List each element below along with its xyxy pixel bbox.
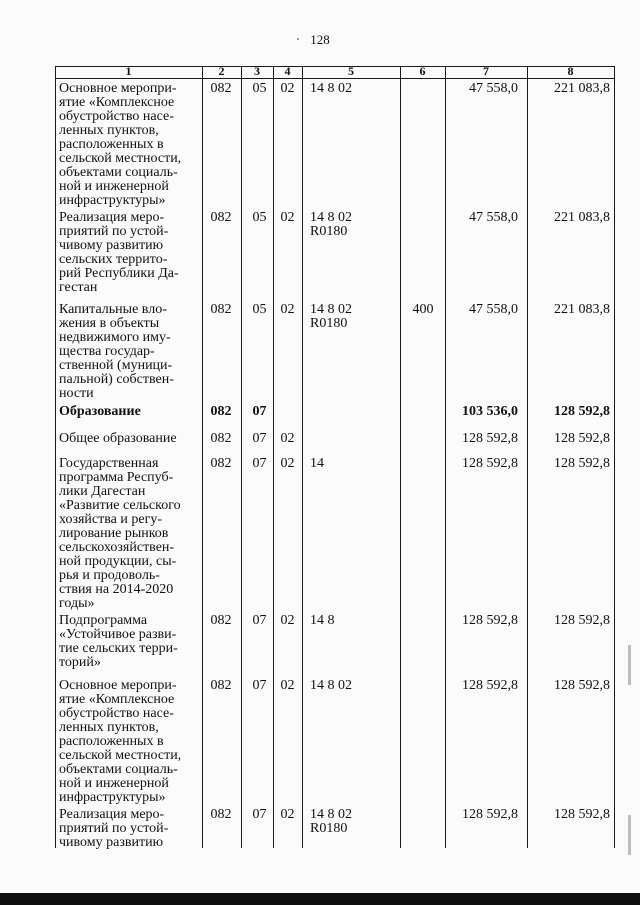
row-target-article: 14 8 02 R0180 [310,302,352,331]
row-section-code: 05 [252,302,267,317]
row-amount-col7: 47 558,0 [469,210,518,225]
column-rule [445,66,446,848]
row-section-code: 07 [252,807,267,822]
row-name: Капитальные вло- жения в объекты недвижимого иму- щества государ- ственной (муници- пальной) собствен- ности [59,302,174,401]
row-name: Реализация меро- приятий по устой- чивому развитию сельских террито- рий Республики Да- гестан [59,210,179,295]
row-amount-col7: 103 536,0 [462,404,518,419]
row-subsection-code: 02 [280,456,295,471]
row-ministry-code: 082 [210,81,232,96]
row-ministry-code: 082 [210,807,232,822]
row-subsection-code: 02 [280,807,295,822]
row-target-article: 14 8 [310,613,335,628]
row-subsection-code: 02 [280,613,295,628]
column-rule [55,66,56,848]
row-amount-col8: 221 083,8 [554,81,610,96]
scan-bottom-border [0,893,640,905]
row-subsection-code: 02 [280,678,295,693]
row-amount-col8: 128 592,8 [554,807,610,822]
column-rule [527,66,528,848]
row-section-code: 07 [252,456,267,471]
row-ministry-code: 082 [210,678,232,693]
page-number: 128 [310,32,330,47]
row-ministry-code: 082 [210,302,232,317]
column-rule [400,66,401,848]
row-section-code: 07 [252,404,267,419]
row-amount-col7: 128 592,8 [462,678,518,693]
row-name: Реализация меро- приятий по устой- чивому развитию [59,807,169,850]
scan-edge-mark [628,645,631,685]
row-name: Основное меропри- ятие «Комплексное обустройство насе- ленных пунктов, расположенных в сельской местности, объектами социаль- ной и инженерной инфраструктуры» [59,678,182,805]
row-amount-col7: 47 558,0 [469,302,518,317]
row-section-code: 07 [252,431,267,446]
row-amount-col7: 128 592,8 [462,613,518,628]
header-col-6: 6 [419,64,426,78]
row-name: Государственная программа Респуб- лики Дагестан «Развитие сельского хозяйства и регу- лирование рынков сельскохозяйствен- ной продукции, сы- рья и продоволь- ствия на 2014-2020 годы» [59,456,181,611]
row-name: Общее образование [59,431,177,446]
header-bottom-rule [55,78,614,79]
scan-edge-mark [628,815,631,855]
row-amount-col8: 128 592,8 [554,404,610,419]
header-col-1: 1 [125,64,132,78]
row-name: Образование [59,404,141,419]
header-col-5: 5 [348,64,354,78]
row-amount-col8: 128 592,8 [554,678,610,693]
row-name: Основное меропри- ятие «Комплексное обустройство насе- ленных пунктов, расположенных в сельской местности, объектами социаль- ной и инженерной инфраструктуры» [59,81,182,208]
row-target-article: 14 8 02 [310,678,352,693]
row-subsection-code: 02 [280,210,295,225]
row-amount-col8: 128 592,8 [554,456,610,471]
row-amount-col8: 128 592,8 [554,431,610,446]
header-col-3: 3 [254,64,260,78]
column-rule [202,66,203,848]
row-target-article: 14 8 02 [310,81,352,96]
row-ministry-code: 082 [210,210,232,225]
row-target-article: 14 8 02 R0180 [310,210,352,239]
row-amount-col8: 221 083,8 [554,210,610,225]
row-amount-col8: 221 083,8 [554,302,610,317]
header-col-7: 7 [483,64,489,78]
row-name: Подпрограмма «Устойчивое разви- тие сельских терри- торий» [59,613,178,670]
row-subsection-code: 02 [280,431,295,446]
header-col-8: 8 [567,64,574,78]
row-expense-type: 400 [412,302,434,317]
column-rule [241,66,242,848]
header-col-2: 2 [218,64,225,78]
header-col-4: 4 [284,64,291,78]
column-rule [302,66,303,848]
row-amount-col7: 128 592,8 [462,431,518,446]
row-section-code: 05 [252,81,267,96]
row-subsection-code: 02 [280,302,295,317]
row-ministry-code: 082 [210,456,232,471]
column-rule [614,66,615,848]
row-amount-col7: 128 592,8 [462,807,518,822]
row-target-article: 14 8 02 R0180 [310,807,352,836]
column-rule [273,66,274,848]
row-ministry-code: 082 [210,431,232,446]
row-section-code: 07 [252,613,267,628]
row-ministry-code: 082 [210,404,232,419]
row-amount-col7: 47 558,0 [469,81,518,96]
row-section-code: 05 [252,210,267,225]
row-amount-col7: 128 592,8 [462,456,518,471]
row-section-code: 07 [252,678,267,693]
row-subsection-code: 02 [280,81,295,96]
row-amount-col8: 128 592,8 [554,613,610,628]
scan-speck [297,38,299,40]
row-target-article: 14 [310,456,324,471]
row-ministry-code: 082 [210,613,232,628]
